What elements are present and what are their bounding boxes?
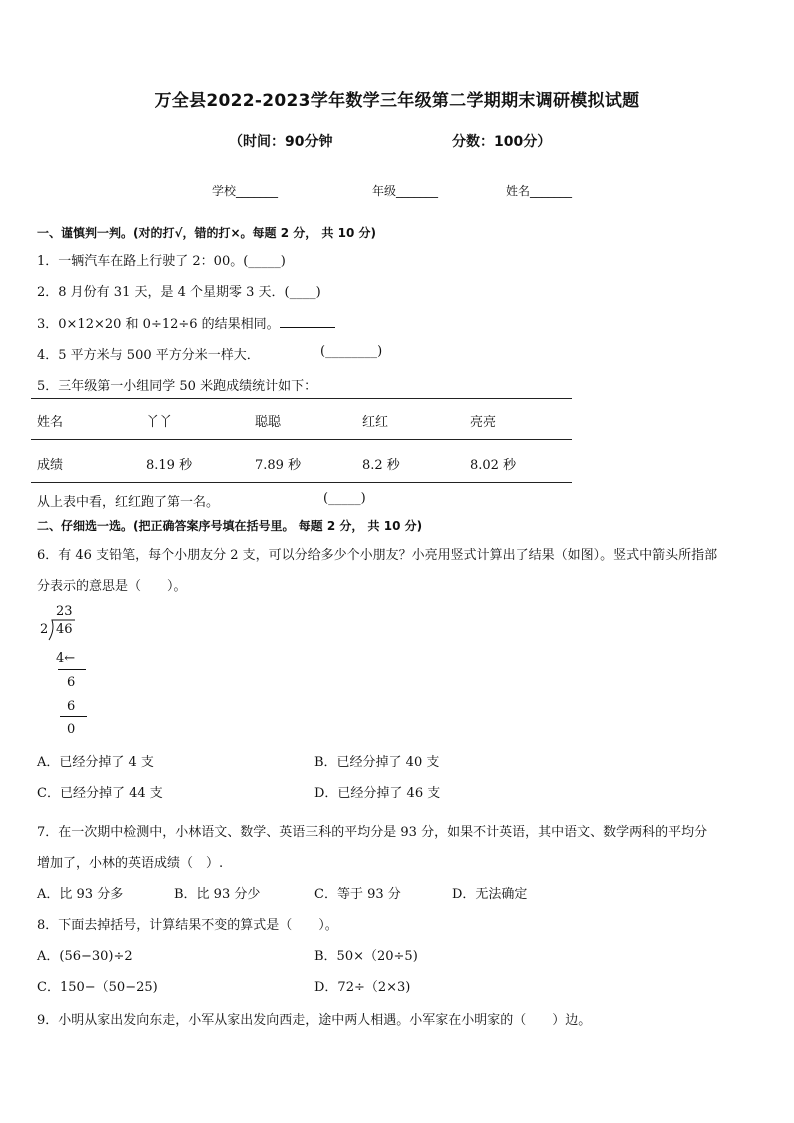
q6-option-c: C．已经分掉了 44 支	[37, 786, 163, 801]
question-6-line-1: 6．有 46 支铅笔，每个小朋友分 2 支，可以分给多少个小朋友？小亮用竖式计算出了结果（如图）。竖式中箭头所指部	[37, 548, 718, 563]
arrow-left-icon: ←	[64, 651, 76, 666]
q8-option-d: D．72÷（2×3)	[314, 980, 411, 995]
question-2: 2．8 月份有 31 天，是 4 个星期零 3 天．(____)	[37, 285, 321, 300]
q8-option-b: B．50×（20÷5)	[314, 949, 418, 964]
division-remainder: 0	[67, 722, 76, 737]
division-dividend: 46	[56, 622, 73, 637]
exam-title: 万全县2022-2023学年数学三年级第二学期期末调研模拟试题	[154, 91, 640, 111]
question-7-line-1: 7．在一次期中检测中，小林语文、数学、英语三科的平均分是 93 分，如果不计英语，其中语文、数学两科的平均分	[37, 825, 708, 840]
grade-field: 年级_______	[372, 184, 439, 198]
division-divisor: 2	[40, 622, 49, 637]
q8-option-a: A．(56−30)÷2	[37, 949, 133, 964]
division-step-3: 6	[67, 699, 76, 714]
table-header-cell: 聪聪	[255, 415, 282, 430]
division-step-1-value: 4	[56, 651, 65, 666]
q6-option-b: B．已经分掉了 40 支	[314, 755, 440, 770]
table-cell: 8.2 秒	[362, 458, 400, 473]
question-1: 1．一辆汽车在路上行驶了 2：00。(_____)	[37, 254, 286, 269]
q7-option-c: C．等于 93 分	[314, 887, 401, 902]
table-bottom-rule	[31, 482, 572, 483]
division-rule	[58, 669, 86, 670]
table-header-cell: 亮亮	[470, 415, 497, 430]
question-8: 8．下面去掉括号，计算结果不变的算式是（ ）。	[37, 918, 338, 933]
question-7-line-2: 增加了，小林的英语成绩（ ）.	[37, 856, 224, 871]
question-3-text: 3．0×12×20 和 0÷12÷6 的结果相同。	[37, 317, 280, 332]
question-5: 5．三年级第一小组同学 50 米跑成绩统计如下：	[37, 379, 318, 394]
school-field: 学校_______	[212, 184, 279, 198]
name-field: 姓名_______	[506, 184, 573, 198]
table-cell: 7.89 秒	[255, 458, 302, 473]
answer-blank	[280, 315, 335, 328]
exam-time: （时间：90分钟	[229, 134, 333, 150]
table-header-cell: 丫丫	[146, 415, 173, 430]
q7-option-b: B．比 93 分少	[174, 887, 261, 902]
division-rule	[60, 716, 87, 717]
q6-option-a: A．已经分掉了 4 支	[37, 755, 154, 770]
question-4: 4．5 平方米与 500 平方分米一样大．	[37, 348, 260, 363]
question-9: 9．小明从家出发向东走，小军从家出发向西走，途中两人相遇。小军家在小明家的（ ）边。	[37, 1013, 592, 1028]
question-6-line-2: 分表示的意思是（ ）。	[37, 579, 187, 594]
question-3	[37, 313, 335, 332]
table-header-cell: 姓名	[37, 415, 64, 430]
division-step-1	[56, 651, 75, 666]
question-5-answer: (_____)	[323, 491, 366, 506]
table-top-rule	[31, 398, 572, 399]
table-cell: 8.02 秒	[470, 458, 517, 473]
q7-option-a: A．比 93 分多	[37, 887, 124, 902]
division-quotient: 23	[56, 604, 73, 619]
exam-score: 分数：100分）	[452, 134, 552, 150]
table-middle-rule	[31, 439, 572, 440]
section-2-heading: 二、仔细选一选。(把正确答案序号填在括号里。 每题 2 分， 共 10 分)	[37, 519, 423, 533]
table-cell: 8.19 秒	[146, 458, 193, 473]
q6-option-d: D．已经分掉了 46 支	[314, 786, 441, 801]
question-4-answer: (________)	[320, 344, 383, 359]
table-header-cell: 红红	[362, 415, 389, 430]
q8-option-c: C．150−（50−25)	[37, 980, 158, 995]
section-1-heading: 一、谨慎判一判。(对的打√，错的打×。每题 2 分， 共 10 分)	[37, 226, 376, 240]
division-step-2: 6	[67, 675, 76, 690]
table-cell: 成绩	[37, 458, 64, 473]
question-5-statement: 从上表中看，红红跑了第一名。	[37, 495, 220, 510]
q7-option-d: D．无法确定	[452, 887, 528, 902]
